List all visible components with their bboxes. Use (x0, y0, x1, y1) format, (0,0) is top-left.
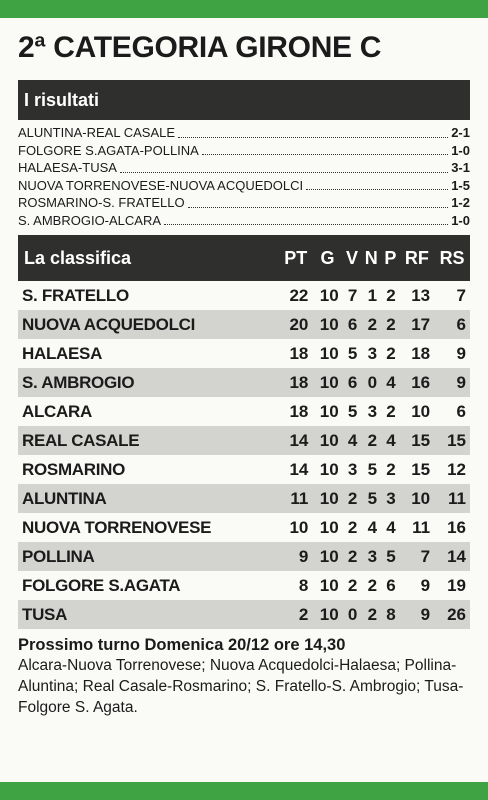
stat-cell: 6 (386, 575, 396, 595)
stat-cell: 14 (289, 430, 309, 450)
result-match: HALAESA-TUSA (18, 160, 117, 175)
stat-cell: 19 (447, 575, 466, 595)
table-row (18, 571, 470, 600)
stat-cell: 5 (347, 343, 358, 363)
stat-cell: 0 (347, 604, 358, 624)
team-name: HALAESA (22, 343, 103, 363)
next-round-title: Prossimo turno Domenica 20/12 ore 14,30 (18, 636, 346, 654)
result-score: 1-5 (451, 177, 470, 193)
stat-cell: 16 (411, 372, 431, 392)
stat-cell: 18 (289, 372, 309, 392)
stat-cell: 4 (386, 517, 396, 537)
result-row (18, 194, 470, 212)
stat-cell: 10 (319, 517, 339, 537)
result-row (18, 212, 470, 230)
table-row (18, 281, 470, 310)
stat-cell: 12 (447, 459, 466, 479)
stat-cell: 10 (319, 488, 339, 508)
stat-cell: 2 (367, 575, 378, 595)
result-row (18, 142, 470, 160)
result-match: S. AMBROGIO-ALCARA (18, 212, 162, 228)
team-name: POLLINA (22, 546, 95, 566)
team-name: ALUNTINA (22, 488, 107, 508)
stat-cell: 2 (347, 546, 358, 566)
stat-cell: 9 (456, 343, 466, 363)
stat-cell: 13 (411, 285, 431, 305)
stat-cell: 5 (367, 459, 378, 479)
result-match: FOLGORE S.AGATA-POLLINA (18, 142, 199, 158)
result-match: ROSMARINO-S. FRATELLO (18, 195, 185, 210)
result-score: 1-0 (451, 212, 470, 228)
stat-cell: 15 (411, 459, 431, 479)
team-name: FOLGORE S.AGATA (22, 575, 181, 595)
table-row (18, 426, 470, 455)
stat-cell: 10 (319, 575, 339, 595)
team-name: ROSMARINO (22, 459, 126, 479)
stat-cell: 11 (412, 517, 431, 537)
table-row (18, 368, 470, 397)
result-match: NUOVA TORRENOVESE-NUOVA ACQUEDOLCI (18, 177, 304, 193)
stat-cell: 10 (319, 546, 339, 566)
stat-cell: 10 (289, 517, 309, 537)
result-score: 1-0 (451, 142, 470, 158)
table-row (18, 542, 470, 571)
stat-cell: 3 (367, 546, 378, 566)
stat-cell: 3 (367, 401, 378, 421)
stat-cell: 2 (347, 575, 358, 595)
result-row (18, 177, 470, 195)
stat-cell: 10 (319, 343, 339, 363)
stat-cell: 0 (367, 372, 378, 392)
stat-cell: 2 (347, 488, 358, 508)
result-score: 2-1 (451, 125, 470, 140)
stat-cell: 17 (411, 314, 431, 334)
stat-cell: 7 (456, 285, 466, 305)
result-leader-dots (120, 172, 448, 173)
standings-column-header: P (384, 247, 397, 268)
stat-cell: 10 (319, 401, 339, 421)
stat-cell: 10 (319, 285, 339, 305)
team-name: ALCARA (22, 401, 92, 421)
team-name: REAL CASALE (22, 430, 140, 450)
stat-cell: 2 (298, 604, 309, 624)
result-leader-dots (202, 154, 448, 155)
page-title: 2ª CATEGORIA GIRONE C (18, 31, 382, 64)
stat-cell: 14 (447, 546, 466, 566)
stat-cell: 5 (386, 546, 396, 566)
team-name: NUOVA ACQUEDOLCI (22, 314, 196, 334)
table-row (18, 310, 470, 339)
stat-cell: 15 (447, 430, 466, 450)
stat-cell: 6 (456, 314, 466, 334)
stat-cell: 2 (386, 401, 396, 421)
result-row (18, 124, 470, 142)
stat-cell: 2 (386, 459, 396, 479)
stat-cell: 11 (290, 488, 309, 508)
stat-cell: 2 (386, 285, 396, 305)
top-accent-bar (0, 0, 488, 18)
stat-cell: 8 (386, 604, 396, 624)
stat-cell: 2 (367, 604, 378, 624)
standings-column-header: RF (404, 247, 429, 268)
stat-cell: 15 (411, 430, 431, 450)
stat-cell: 10 (319, 430, 339, 450)
stat-cell: 18 (289, 343, 309, 363)
standings-header-row (18, 235, 470, 281)
result-row (18, 159, 470, 177)
stat-cell: 2 (347, 517, 358, 537)
stat-cell: 18 (289, 401, 309, 421)
table-row (18, 455, 470, 484)
article (18, 30, 470, 718)
stat-cell: 18 (411, 343, 431, 363)
result-leader-dots (178, 137, 448, 138)
result-leader-dots (188, 207, 449, 208)
stat-cell: 4 (347, 430, 358, 450)
table-row (18, 600, 470, 629)
stat-cell: 5 (347, 401, 358, 421)
stat-cell: 10 (411, 401, 431, 421)
stat-cell: 14 (289, 459, 309, 479)
stat-cell: 4 (367, 517, 378, 537)
standings-table (18, 235, 470, 629)
stat-cell: 1 (367, 285, 378, 305)
stat-cell: 22 (289, 285, 309, 305)
team-name: NUOVA TORRENOVESE (22, 517, 212, 537)
team-name: S. AMBROGIO (22, 372, 135, 392)
result-leader-dots (164, 224, 448, 225)
stat-cell: 9 (420, 575, 431, 595)
stat-cell: 16 (447, 517, 466, 537)
standings-column-header: G (320, 247, 335, 268)
result-score: 3-1 (451, 160, 470, 175)
standings-column-header: PT (284, 247, 308, 268)
stat-cell: 3 (367, 343, 378, 363)
stat-cell: 10 (319, 372, 339, 392)
stat-cell: 2 (386, 314, 396, 334)
standings-column-header: N (364, 247, 378, 268)
stat-cell: 20 (289, 314, 309, 334)
stat-cell: 10 (411, 488, 431, 508)
team-name: TUSA (22, 604, 68, 624)
stat-cell: 4 (386, 372, 396, 392)
stat-cell: 11 (448, 488, 466, 508)
results-header: I risultati (18, 80, 470, 120)
stat-cell: 2 (386, 343, 396, 363)
stat-cell: 7 (420, 546, 431, 566)
result-match: ALUNTINA-REAL CASALE (18, 125, 176, 140)
stat-cell: 6 (456, 401, 466, 421)
stat-cell: 9 (298, 546, 309, 566)
stat-cell: 10 (319, 604, 339, 624)
stat-cell: 2 (367, 314, 378, 334)
result-leader-dots (306, 189, 448, 190)
stat-cell: 9 (420, 604, 431, 624)
stat-cell: 2 (367, 430, 378, 450)
stat-cell: 10 (319, 314, 339, 334)
table-row (18, 484, 470, 513)
stat-cell: 5 (367, 488, 378, 508)
stat-cell: 3 (347, 459, 358, 479)
stat-cell: 6 (347, 314, 358, 334)
team-name: S. FRATELLO (22, 285, 129, 305)
next-round-fixtures: Alcara-Nuova Torrenovese; Nuova Acquedolci-Halaesa; Pollina-Aluntina; Real Casale-Rosmarino; S. Fratello-S. Ambrogio; Tusa-Folgore S. Agata. (18, 657, 464, 716)
result-score: 1-2 (451, 195, 470, 210)
standings-column-header: RS (439, 247, 465, 268)
table-row (18, 513, 470, 542)
stat-cell: 9 (456, 372, 466, 392)
bottom-accent-bar (0, 782, 488, 800)
stat-cell: 26 (447, 604, 466, 624)
standings-column-header: V (345, 247, 358, 268)
stat-cell: 7 (347, 285, 358, 305)
stat-cell: 6 (347, 372, 358, 392)
results-list (18, 124, 470, 229)
stat-cell: 10 (319, 459, 339, 479)
table-row (18, 397, 470, 426)
table-row (18, 339, 470, 368)
stat-cell: 8 (298, 575, 309, 595)
stat-cell: 4 (386, 430, 396, 450)
standings-title: La classifica (24, 247, 132, 268)
stat-cell: 3 (386, 488, 396, 508)
